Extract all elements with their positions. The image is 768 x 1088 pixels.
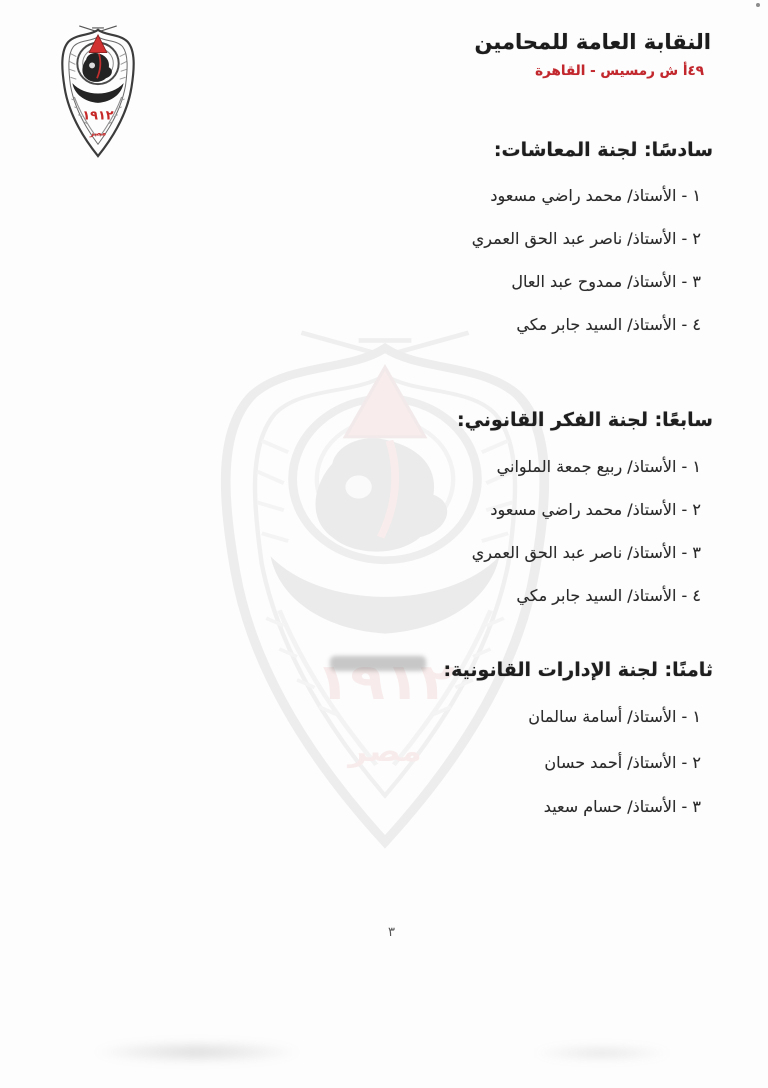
committee-member: ١ - الأستاذ/ أسامة سالمان <box>528 707 701 726</box>
section-heading-legal-departments: ثامنًا: لجنة الإدارات القانونية: <box>443 659 713 681</box>
logo-year: ١٩١٢ <box>82 108 114 124</box>
org-name-title: النقابة العامة للمحامين <box>474 30 711 54</box>
committee-member: ٣ - الأستاذ/ ممدوح عبد العال <box>511 272 701 291</box>
committee-member: ٤ - الأستاذ/ السيد جابر مكي <box>516 315 701 334</box>
committee-member: ٢ - الأستاذ/ محمد راضي مسعود <box>490 500 701 519</box>
section-heading-legal-thought: سابعًا: لجنة الفكر القانوني: <box>456 409 713 431</box>
scan-smudge <box>92 1040 302 1064</box>
section-heading-pensions: سادسًا: لجنة المعاشات: <box>493 139 713 161</box>
page-number: ٣ <box>388 925 395 940</box>
committee-member: ٢ - الأستاذ/ أحمد حسان <box>544 753 701 772</box>
logo-country: مصر <box>89 128 107 138</box>
committee-member: ٣ - الأستاذ/ حسام سعيد <box>543 797 701 816</box>
bar-association-emblem-icon <box>48 24 148 162</box>
watermark-text-smudge <box>330 656 426 671</box>
committee-member: ٣ - الأستاذ/ ناصر عبد الحق العمري <box>471 543 701 562</box>
scan-smudge <box>532 1044 672 1062</box>
org-address: ٤٩أ ش رمسيس - القاهرة <box>535 63 704 79</box>
committee-member: ٢ - الأستاذ/ ناصر عبد الحق العمري <box>471 229 701 248</box>
scan-artifact-dot <box>756 3 760 7</box>
committee-member: ١ - الأستاذ/ محمد راضي مسعود <box>490 186 701 205</box>
bar-association-logo <box>48 24 148 162</box>
committee-member: ٤ - الأستاذ/ السيد جابر مكي <box>516 586 701 605</box>
committee-member: ١ - الأستاذ/ ربيع جمعة الملواني <box>496 457 701 476</box>
